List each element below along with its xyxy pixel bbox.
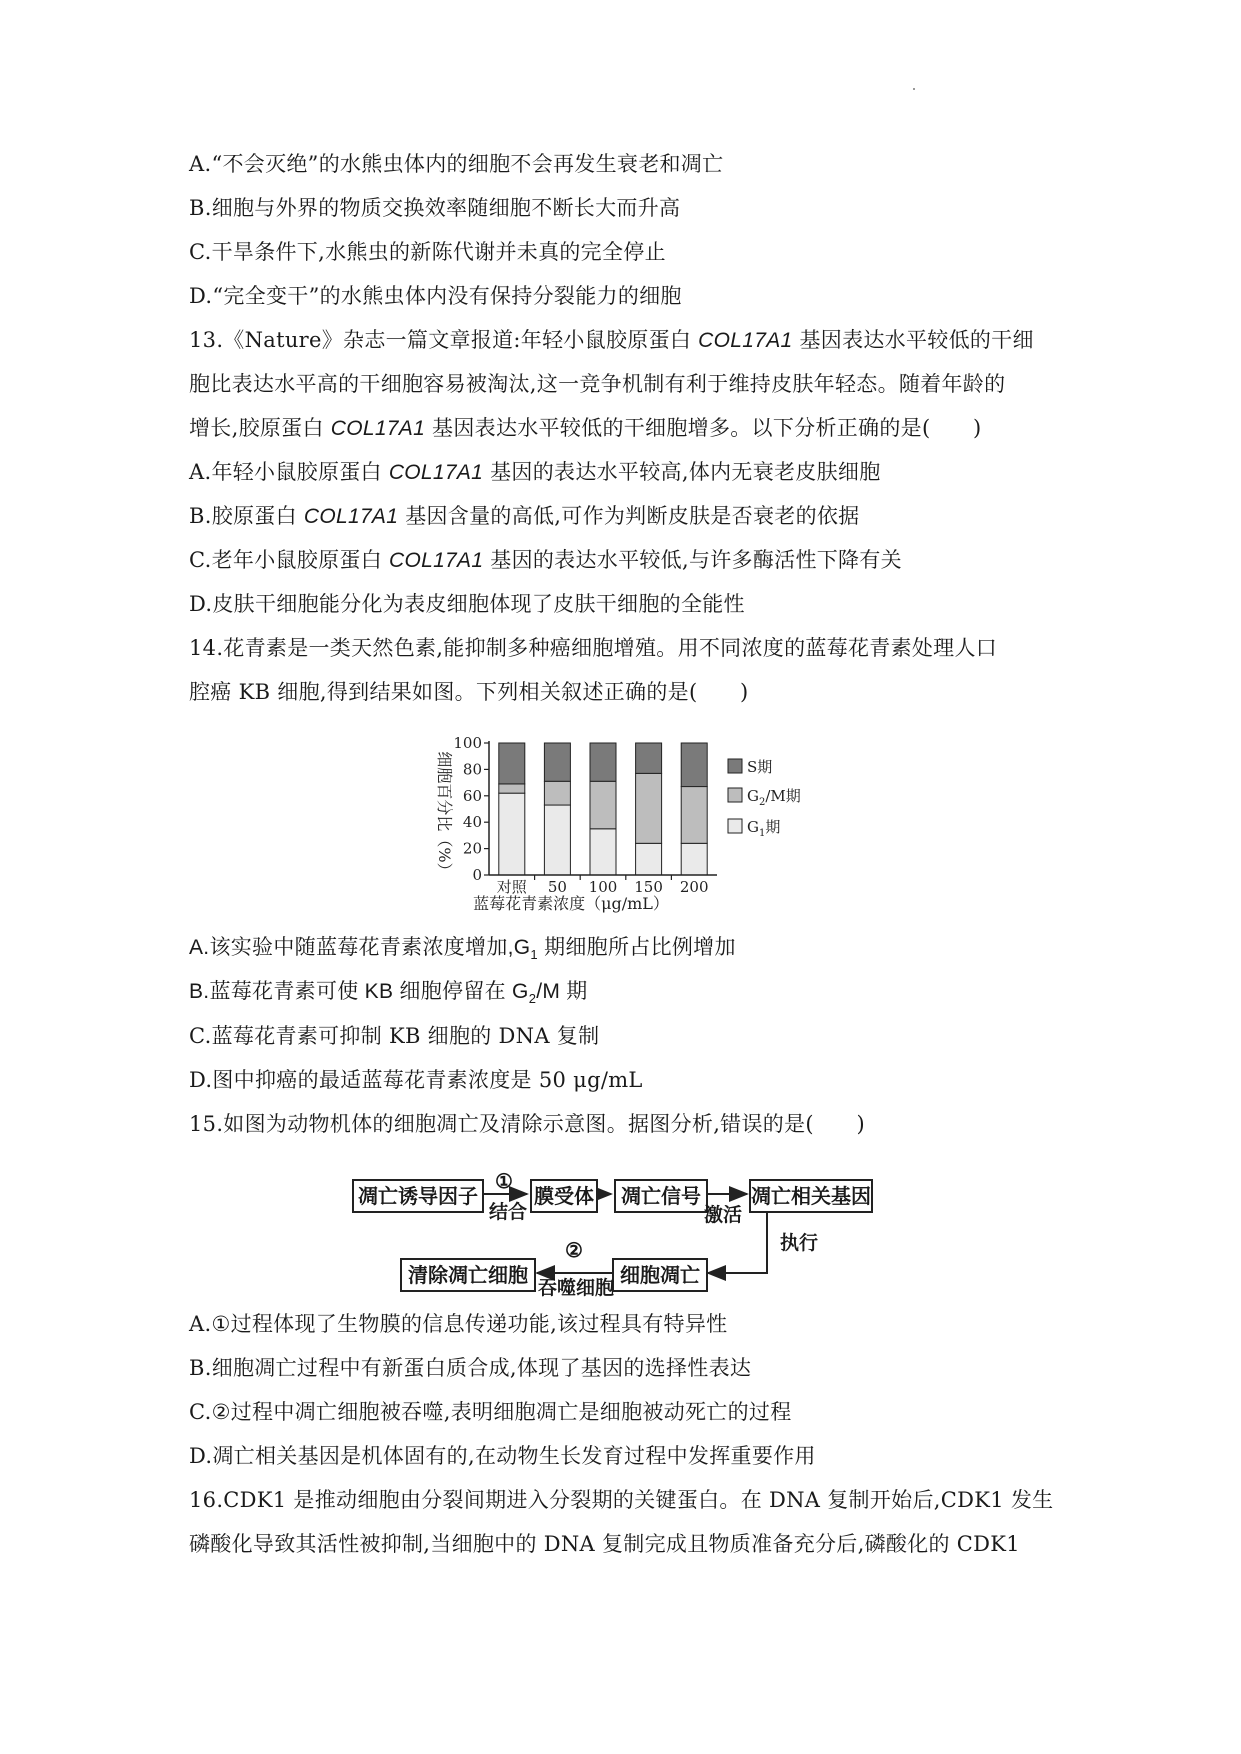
option-14d: D.图中抑癌的最适蓝莓花青素浓度是 50 μg/mL xyxy=(189,1068,643,1092)
question-13-line-1 xyxy=(189,325,1034,356)
option-15a: A.①过程体现了生物膜的信息传递功能,该过程具有特异性 xyxy=(189,1312,728,1336)
box-apoptosis-signal: 凋亡信号 xyxy=(614,1179,708,1213)
option-15b: B.细胞凋亡过程中有新蛋白质合成,体现了基因的选择性表达 xyxy=(189,1356,752,1380)
box-clear-apoptotic-cells: 清除凋亡细胞 xyxy=(400,1258,536,1292)
bar-segment xyxy=(681,743,707,787)
opt-text: 基因含量的高低,可作为判断皮肤是否衰老的依据 xyxy=(398,504,860,528)
step-2-marker: ② xyxy=(565,1238,583,1262)
label-bind: 结合 xyxy=(489,1201,528,1223)
option-12d: D.“完全变干”的水熊虫体内没有保持分裂能力的细胞 xyxy=(189,284,682,308)
legend-label-s: S期 xyxy=(747,758,773,776)
opt-text: A.该实验中随蓝莓花青素浓度增加,G xyxy=(189,936,531,959)
label-phagocyte: 吞噬细胞 xyxy=(538,1277,615,1299)
question-15-line-1: 15.如图为动物机体的细胞凋亡及清除示意图。据图分析,错误的是( ) xyxy=(189,1112,865,1136)
y-tick-label: 0 xyxy=(472,866,482,884)
bar-segment xyxy=(544,781,570,805)
y-tick-label: 80 xyxy=(462,760,482,779)
legend-g2-post: /M期 xyxy=(765,787,801,805)
box-cell-apoptosis: 细胞凋亡 xyxy=(612,1258,708,1292)
subscript: 2 xyxy=(528,991,537,1007)
legend-label-g1 xyxy=(747,818,780,839)
question-13-line-2: 胞比表达水平高的干细胞容易被淘汰,这一竞争机制有利于维持皮肤年轻态。随着年龄的 xyxy=(189,372,1006,396)
bar-segment xyxy=(590,829,616,875)
bar-segment xyxy=(499,793,525,875)
bar-segment xyxy=(544,805,570,875)
y-axis-label: 细胞百分比（%） xyxy=(435,751,454,879)
q13-l3-b: 基因表达水平较低的干细胞增多。以下分析正确的是( ) xyxy=(425,416,982,440)
label-execute: 执行 xyxy=(780,1232,819,1254)
x-tick-label: 对照 xyxy=(496,878,527,896)
legend-g1-sub: 1 xyxy=(758,828,766,839)
bar-segment xyxy=(681,843,707,875)
opt-text: B.蓝莓花青素可使 KB 细胞停留在 G xyxy=(189,980,529,1003)
legend-swatch-g2m xyxy=(728,788,742,802)
bar-segment xyxy=(499,743,525,784)
legend-g2-pre: G xyxy=(747,787,759,805)
x-axis xyxy=(489,875,717,896)
legend-swatch-s xyxy=(728,759,742,773)
gene-name: COL17A1 xyxy=(698,329,793,352)
gene-name: COL17A1 xyxy=(388,549,484,572)
opt-text: A.年轻小鼠胶原蛋白 xyxy=(189,460,389,484)
bar-segment xyxy=(590,781,616,829)
y-tick-label: 100 xyxy=(453,735,482,752)
legend-g1-pre: G xyxy=(747,818,759,836)
opt-text: 期细胞所占比例增加 xyxy=(537,936,736,959)
stacked-bar-chart xyxy=(425,735,825,915)
box-apoptosis-genes: 凋亡相关基因 xyxy=(749,1179,873,1213)
question-16-line-2: 磷酸化导致其活性被抑制,当细胞中的 DNA 复制完成且物质准备充分后,磷酸化的 CDK1 xyxy=(189,1532,1020,1556)
question-14-line-2: 腔癌 KB 细胞,得到结果如图。下列相关叙述正确的是( ) xyxy=(189,680,749,704)
label-activate: 激活 xyxy=(704,1204,743,1226)
question-14-line-1: 14.花青素是一类天然色素,能抑制多种癌细胞增殖。用不同浓度的蓝莓花青素处理人口 xyxy=(189,636,998,660)
option-13a xyxy=(189,457,881,488)
q13-l3-a: 增长,胶原蛋白 xyxy=(189,416,331,440)
bar-segment xyxy=(636,773,662,843)
x-axis-label: 蓝莓花青素浓度（μg/mL） xyxy=(473,894,669,913)
option-14b xyxy=(189,977,588,1014)
bar-segment xyxy=(636,743,662,773)
option-13c xyxy=(189,545,902,576)
bar-segment xyxy=(590,743,616,781)
option-15d: D.凋亡相关基因是机体固有的,在动物生长发育过程中发挥重要作用 xyxy=(189,1444,816,1468)
opt-text: /M 期 xyxy=(536,980,588,1003)
gene-name: COL17A1 xyxy=(388,461,484,484)
bars xyxy=(499,743,707,875)
question-16-line-1: 16.CDK1 是推动细胞由分裂间期进入分裂期的关键蛋白。在 DNA 复制开始后,CDK1 发生 xyxy=(189,1488,1054,1512)
opt-text: B.胶原蛋白 xyxy=(189,504,304,528)
question-13-line-3 xyxy=(189,413,982,444)
option-12b: B.细胞与外界的物质交换效率随细胞不断长大而升高 xyxy=(189,196,681,220)
x-tick-label: 150 xyxy=(634,878,663,896)
y-tick-label: 20 xyxy=(462,839,482,858)
bar-segment xyxy=(681,787,707,844)
legend-g2-sub: 2 xyxy=(758,797,766,808)
subscript: 1 xyxy=(530,947,538,963)
opt-text: 基因的表达水平较低,与许多酶活性下降有关 xyxy=(483,548,902,572)
legend xyxy=(728,758,801,839)
option-13b xyxy=(189,501,859,532)
option-12a: A.“不会灭绝”的水熊虫体内的细胞不会再发生衰老和凋亡 xyxy=(189,152,724,176)
bar-segment xyxy=(499,784,525,793)
x-tick-label: 200 xyxy=(679,878,709,896)
chart-svg xyxy=(425,735,825,915)
bar-segment xyxy=(636,843,662,875)
opt-text: 基因的表达水平较高,体内无衰老皮肤细胞 xyxy=(483,460,881,484)
box-membrane-receptor: 膜受体 xyxy=(530,1179,598,1213)
option-13d: D.皮肤干细胞能分化为表皮细胞体现了皮肤干细胞的全能性 xyxy=(189,592,745,616)
opt-text: C.老年小鼠胶原蛋白 xyxy=(189,548,389,572)
legend-g1-post: 期 xyxy=(765,818,781,836)
option-15c: C.②过程中凋亡细胞被吞噬,表明细胞凋亡是细胞被动死亡的过程 xyxy=(189,1400,792,1424)
gene-name: COL17A1 xyxy=(303,505,399,528)
y-tick-label: 60 xyxy=(462,786,482,805)
y-axis xyxy=(453,735,489,884)
legend-swatch-g1 xyxy=(728,819,742,833)
q13-text-b: 基因表达水平较低的干细 xyxy=(792,328,1034,352)
x-tick-label: 50 xyxy=(547,878,567,896)
box-apoptosis-inducer: 凋亡诱导因子 xyxy=(352,1179,484,1213)
y-tick-label: 40 xyxy=(462,813,482,832)
option-12c: C.干旱条件下,水熊虫的新陈代谢并未真的完全停止 xyxy=(189,240,666,264)
option-14a xyxy=(189,933,736,970)
x-tick-label: 100 xyxy=(588,878,618,896)
bar-segment xyxy=(544,743,570,781)
legend-label-g2m xyxy=(747,787,801,808)
option-14c: C.蓝莓花青素可抑制 KB 细胞的 DNA 复制 xyxy=(189,1024,600,1048)
apoptosis-diagram xyxy=(352,1169,892,1299)
page-mark xyxy=(913,88,915,90)
step-1-marker: ① xyxy=(495,1169,513,1193)
q13-text-a: 13.《Nature》杂志一篇文章报道:年轻小鼠胶原蛋白 xyxy=(189,328,699,352)
gene-name: COL17A1 xyxy=(330,417,426,440)
